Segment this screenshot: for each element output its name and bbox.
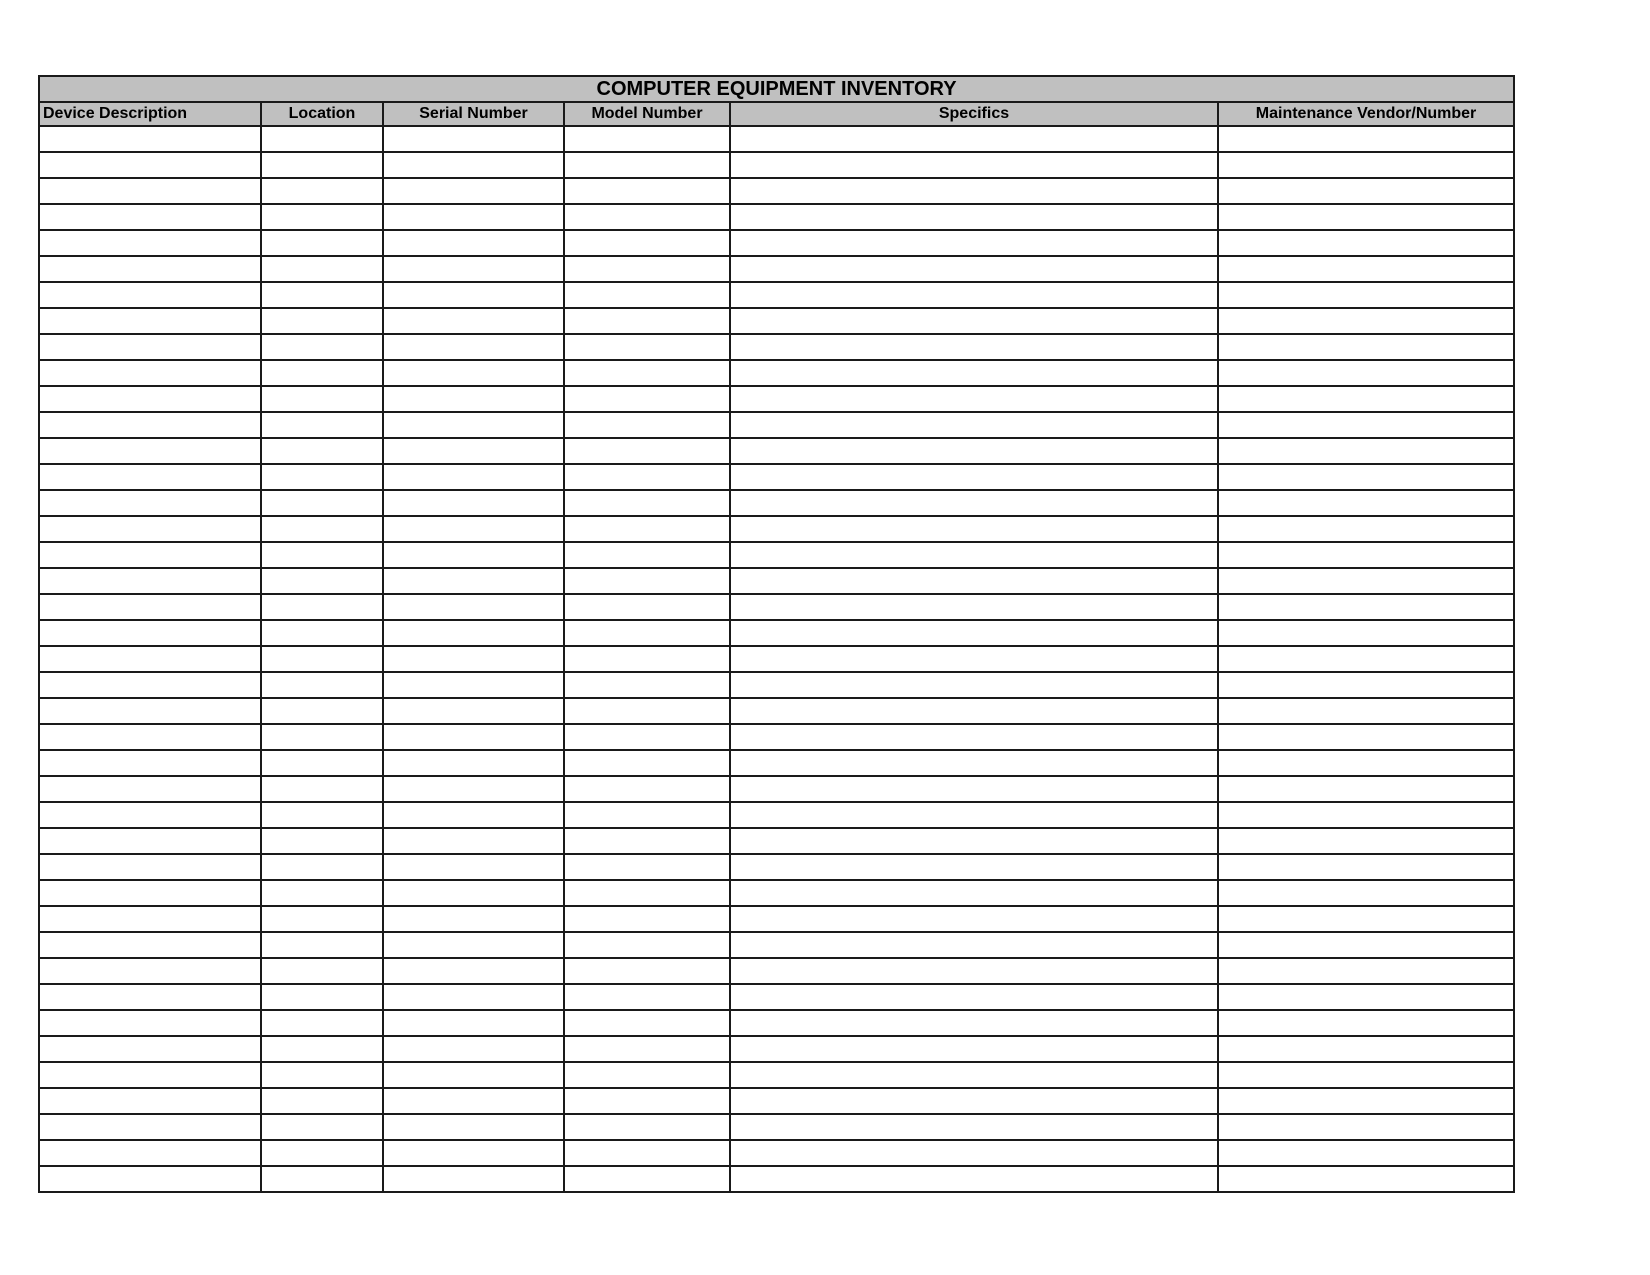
cell-location[interactable] xyxy=(261,1140,383,1166)
cell-specifics[interactable] xyxy=(730,568,1218,594)
column-header-location: Location xyxy=(261,102,383,126)
cell-device-description[interactable] xyxy=(39,1088,261,1114)
cell-model-number[interactable] xyxy=(564,204,730,230)
cell-model-number[interactable] xyxy=(564,334,730,360)
cell-specifics[interactable] xyxy=(730,334,1218,360)
cell-serial-number[interactable] xyxy=(383,1036,564,1062)
table-row xyxy=(39,230,1514,256)
cell-maintenance-vendor[interactable] xyxy=(1218,438,1514,464)
inventory-table xyxy=(38,75,1515,1193)
cell-serial-number[interactable] xyxy=(383,724,564,750)
cell-maintenance-vendor[interactable] xyxy=(1218,490,1514,516)
table-row xyxy=(39,464,1514,490)
cell-maintenance-vendor[interactable] xyxy=(1218,984,1514,1010)
cell-serial-number[interactable] xyxy=(383,776,564,802)
cell-maintenance-vendor[interactable] xyxy=(1218,802,1514,828)
cell-serial-number[interactable] xyxy=(383,802,564,828)
cell-model-number[interactable] xyxy=(564,620,730,646)
cell-maintenance-vendor[interactable] xyxy=(1218,1010,1514,1036)
cell-serial-number[interactable] xyxy=(383,1166,564,1192)
cell-specifics[interactable] xyxy=(730,672,1218,698)
cell-location[interactable] xyxy=(261,412,383,438)
cell-serial-number[interactable] xyxy=(383,880,564,906)
cell-device-description[interactable] xyxy=(39,464,261,490)
cell-specifics[interactable] xyxy=(730,984,1218,1010)
cell-specifics[interactable] xyxy=(730,438,1218,464)
cell-device-description[interactable] xyxy=(39,1166,261,1192)
cell-model-number[interactable] xyxy=(564,412,730,438)
cell-device-description[interactable] xyxy=(39,412,261,438)
table-row xyxy=(39,1140,1514,1166)
cell-specifics[interactable] xyxy=(730,1166,1218,1192)
cell-location[interactable] xyxy=(261,230,383,256)
cell-model-number[interactable] xyxy=(564,724,730,750)
cell-specifics[interactable] xyxy=(730,1062,1218,1088)
cell-model-number[interactable] xyxy=(564,542,730,568)
cell-location[interactable] xyxy=(261,1062,383,1088)
cell-specifics[interactable] xyxy=(730,620,1218,646)
cell-model-number[interactable] xyxy=(564,802,730,828)
cell-model-number[interactable] xyxy=(564,464,730,490)
cell-location[interactable] xyxy=(261,152,383,178)
inventory-title: COMPUTER EQUIPMENT INVENTORY xyxy=(39,76,1514,102)
cell-maintenance-vendor[interactable] xyxy=(1218,1114,1514,1140)
cell-location[interactable] xyxy=(261,464,383,490)
cell-device-description[interactable] xyxy=(39,906,261,932)
cell-model-number[interactable] xyxy=(564,230,730,256)
cell-maintenance-vendor[interactable] xyxy=(1218,620,1514,646)
cell-serial-number[interactable] xyxy=(383,854,564,880)
cell-model-number[interactable] xyxy=(564,776,730,802)
cell-maintenance-vendor[interactable] xyxy=(1218,932,1514,958)
cell-location[interactable] xyxy=(261,984,383,1010)
cell-serial-number[interactable] xyxy=(383,828,564,854)
cell-model-number[interactable] xyxy=(564,360,730,386)
cell-maintenance-vendor[interactable] xyxy=(1218,542,1514,568)
cell-model-number[interactable] xyxy=(564,880,730,906)
cell-device-description[interactable] xyxy=(39,152,261,178)
cell-maintenance-vendor[interactable] xyxy=(1218,516,1514,542)
cell-model-number[interactable] xyxy=(564,1062,730,1088)
cell-model-number[interactable] xyxy=(564,1114,730,1140)
cell-maintenance-vendor[interactable] xyxy=(1218,230,1514,256)
cell-maintenance-vendor[interactable] xyxy=(1218,776,1514,802)
cell-specifics[interactable] xyxy=(730,490,1218,516)
cell-serial-number[interactable] xyxy=(383,282,564,308)
table-row xyxy=(39,1114,1514,1140)
cell-serial-number[interactable] xyxy=(383,594,564,620)
cell-device-description[interactable] xyxy=(39,360,261,386)
cell-model-number[interactable] xyxy=(564,568,730,594)
cell-device-description[interactable] xyxy=(39,230,261,256)
table-row xyxy=(39,360,1514,386)
cell-maintenance-vendor[interactable] xyxy=(1218,412,1514,438)
cell-device-description[interactable] xyxy=(39,932,261,958)
table-row xyxy=(39,880,1514,906)
table-row xyxy=(39,490,1514,516)
cell-location[interactable] xyxy=(261,906,383,932)
cell-serial-number[interactable] xyxy=(383,126,564,152)
cell-serial-number[interactable] xyxy=(383,620,564,646)
cell-device-description[interactable] xyxy=(39,438,261,464)
cell-location[interactable] xyxy=(261,178,383,204)
cell-maintenance-vendor[interactable] xyxy=(1218,906,1514,932)
cell-serial-number[interactable] xyxy=(383,984,564,1010)
cell-maintenance-vendor[interactable] xyxy=(1218,386,1514,412)
table-row xyxy=(39,958,1514,984)
cell-maintenance-vendor[interactable] xyxy=(1218,594,1514,620)
table-row xyxy=(39,542,1514,568)
cell-device-description[interactable] xyxy=(39,516,261,542)
table-row xyxy=(39,204,1514,230)
cell-maintenance-vendor[interactable] xyxy=(1218,256,1514,282)
table-row xyxy=(39,724,1514,750)
cell-specifics[interactable] xyxy=(730,542,1218,568)
cell-maintenance-vendor[interactable] xyxy=(1218,360,1514,386)
cell-location[interactable] xyxy=(261,386,383,412)
cell-specifics[interactable] xyxy=(730,724,1218,750)
cell-location[interactable] xyxy=(261,958,383,984)
cell-device-description[interactable] xyxy=(39,750,261,776)
cell-model-number[interactable] xyxy=(564,308,730,334)
cell-serial-number[interactable] xyxy=(383,308,564,334)
cell-maintenance-vendor[interactable] xyxy=(1218,568,1514,594)
cell-serial-number[interactable] xyxy=(383,334,564,360)
column-header-model-number: Model Number xyxy=(564,102,730,126)
cell-specifics[interactable] xyxy=(730,698,1218,724)
cell-device-description[interactable] xyxy=(39,984,261,1010)
table-row xyxy=(39,646,1514,672)
cell-maintenance-vendor[interactable] xyxy=(1218,334,1514,360)
cell-device-description[interactable] xyxy=(39,542,261,568)
cell-device-description[interactable] xyxy=(39,1114,261,1140)
title-row xyxy=(39,76,1514,102)
cell-maintenance-vendor[interactable] xyxy=(1218,646,1514,672)
cell-specifics[interactable] xyxy=(730,256,1218,282)
cell-device-description[interactable] xyxy=(39,1062,261,1088)
cell-device-description[interactable] xyxy=(39,490,261,516)
cell-location[interactable] xyxy=(261,880,383,906)
cell-location[interactable] xyxy=(261,360,383,386)
cell-model-number[interactable] xyxy=(564,646,730,672)
cell-location[interactable] xyxy=(261,672,383,698)
cell-model-number[interactable] xyxy=(564,932,730,958)
column-header-specifics: Specifics xyxy=(730,102,1218,126)
table-row xyxy=(39,1088,1514,1114)
cell-device-description[interactable] xyxy=(39,854,261,880)
cell-device-description[interactable] xyxy=(39,204,261,230)
cell-device-description[interactable] xyxy=(39,620,261,646)
cell-model-number[interactable] xyxy=(564,516,730,542)
cell-location[interactable] xyxy=(261,854,383,880)
cell-serial-number[interactable] xyxy=(383,412,564,438)
cell-model-number[interactable] xyxy=(564,672,730,698)
cell-device-description[interactable] xyxy=(39,594,261,620)
cell-model-number[interactable] xyxy=(564,178,730,204)
cell-model-number[interactable] xyxy=(564,386,730,412)
cell-maintenance-vendor[interactable] xyxy=(1218,126,1514,152)
cell-model-number[interactable] xyxy=(564,126,730,152)
cell-location[interactable] xyxy=(261,932,383,958)
cell-model-number[interactable] xyxy=(564,1140,730,1166)
cell-serial-number[interactable] xyxy=(383,256,564,282)
cell-location[interactable] xyxy=(261,438,383,464)
cell-model-number[interactable] xyxy=(564,282,730,308)
cell-location[interactable] xyxy=(261,516,383,542)
cell-model-number[interactable] xyxy=(564,1036,730,1062)
cell-location[interactable] xyxy=(261,568,383,594)
table-row xyxy=(39,568,1514,594)
cell-location[interactable] xyxy=(261,256,383,282)
cell-serial-number[interactable] xyxy=(383,204,564,230)
cell-device-description[interactable] xyxy=(39,776,261,802)
column-header-row xyxy=(39,102,1514,126)
table-row xyxy=(39,672,1514,698)
cell-specifics[interactable] xyxy=(730,906,1218,932)
table-row xyxy=(39,152,1514,178)
cell-specifics[interactable] xyxy=(730,282,1218,308)
cell-location[interactable] xyxy=(261,308,383,334)
cell-serial-number[interactable] xyxy=(383,698,564,724)
cell-location[interactable] xyxy=(261,1166,383,1192)
cell-specifics[interactable] xyxy=(730,386,1218,412)
cell-serial-number[interactable] xyxy=(383,152,564,178)
cell-location[interactable] xyxy=(261,828,383,854)
cell-specifics[interactable] xyxy=(730,958,1218,984)
cell-serial-number[interactable] xyxy=(383,1140,564,1166)
cell-maintenance-vendor[interactable] xyxy=(1218,1062,1514,1088)
cell-model-number[interactable] xyxy=(564,750,730,776)
cell-device-description[interactable] xyxy=(39,568,261,594)
cell-specifics[interactable] xyxy=(730,126,1218,152)
table-row xyxy=(39,126,1514,152)
cell-location[interactable] xyxy=(261,1088,383,1114)
cell-maintenance-vendor[interactable] xyxy=(1218,152,1514,178)
cell-specifics[interactable] xyxy=(730,412,1218,438)
table-row xyxy=(39,438,1514,464)
cell-location[interactable] xyxy=(261,1010,383,1036)
cell-specifics[interactable] xyxy=(730,204,1218,230)
cell-location[interactable] xyxy=(261,282,383,308)
cell-model-number[interactable] xyxy=(564,958,730,984)
cell-specifics[interactable] xyxy=(730,178,1218,204)
cell-location[interactable] xyxy=(261,802,383,828)
cell-device-description[interactable] xyxy=(39,698,261,724)
cell-specifics[interactable] xyxy=(730,308,1218,334)
cell-specifics[interactable] xyxy=(730,516,1218,542)
cell-serial-number[interactable] xyxy=(383,672,564,698)
cell-serial-number[interactable] xyxy=(383,750,564,776)
cell-location[interactable] xyxy=(261,750,383,776)
cell-model-number[interactable] xyxy=(564,438,730,464)
cell-location[interactable] xyxy=(261,1036,383,1062)
column-header-device-description: Device Description xyxy=(39,102,261,126)
table-row xyxy=(39,1062,1514,1088)
cell-device-description[interactable] xyxy=(39,646,261,672)
cell-serial-number[interactable] xyxy=(383,646,564,672)
inventory-rows xyxy=(39,126,1514,1192)
cell-device-description[interactable] xyxy=(39,1036,261,1062)
cell-maintenance-vendor[interactable] xyxy=(1218,1166,1514,1192)
cell-model-number[interactable] xyxy=(564,594,730,620)
cell-serial-number[interactable] xyxy=(383,932,564,958)
cell-location[interactable] xyxy=(261,594,383,620)
cell-maintenance-vendor[interactable] xyxy=(1218,958,1514,984)
cell-device-description[interactable] xyxy=(39,1140,261,1166)
table-row xyxy=(39,516,1514,542)
table-row xyxy=(39,256,1514,282)
cell-device-description[interactable] xyxy=(39,724,261,750)
cell-specifics[interactable] xyxy=(730,1036,1218,1062)
cell-serial-number[interactable] xyxy=(383,1010,564,1036)
table-row xyxy=(39,1166,1514,1192)
cell-maintenance-vendor[interactable] xyxy=(1218,1140,1514,1166)
cell-device-description[interactable] xyxy=(39,828,261,854)
cell-serial-number[interactable] xyxy=(383,1088,564,1114)
table-row xyxy=(39,906,1514,932)
table-row xyxy=(39,932,1514,958)
cell-serial-number[interactable] xyxy=(383,516,564,542)
column-header-serial-number: Serial Number xyxy=(383,102,564,126)
cell-specifics[interactable] xyxy=(730,854,1218,880)
cell-serial-number[interactable] xyxy=(383,958,564,984)
cell-device-description[interactable] xyxy=(39,256,261,282)
table-row xyxy=(39,412,1514,438)
cell-device-description[interactable] xyxy=(39,282,261,308)
cell-specifics[interactable] xyxy=(730,594,1218,620)
cell-specifics[interactable] xyxy=(730,776,1218,802)
cell-device-description[interactable] xyxy=(39,386,261,412)
cell-serial-number[interactable] xyxy=(383,906,564,932)
cell-device-description[interactable] xyxy=(39,334,261,360)
cell-location[interactable] xyxy=(261,698,383,724)
table-row xyxy=(39,282,1514,308)
cell-serial-number[interactable] xyxy=(383,360,564,386)
table-row xyxy=(39,334,1514,360)
cell-specifics[interactable] xyxy=(730,152,1218,178)
cell-model-number[interactable] xyxy=(564,698,730,724)
cell-model-number[interactable] xyxy=(564,854,730,880)
cell-serial-number[interactable] xyxy=(383,568,564,594)
cell-location[interactable] xyxy=(261,620,383,646)
table-row xyxy=(39,1036,1514,1062)
cell-model-number[interactable] xyxy=(564,256,730,282)
table-row xyxy=(39,620,1514,646)
cell-specifics[interactable] xyxy=(730,1088,1218,1114)
cell-serial-number[interactable] xyxy=(383,490,564,516)
cell-serial-number[interactable] xyxy=(383,438,564,464)
cell-specifics[interactable] xyxy=(730,932,1218,958)
cell-specifics[interactable] xyxy=(730,646,1218,672)
cell-serial-number[interactable] xyxy=(383,386,564,412)
cell-model-number[interactable] xyxy=(564,828,730,854)
cell-model-number[interactable] xyxy=(564,906,730,932)
cell-specifics[interactable] xyxy=(730,828,1218,854)
cell-serial-number[interactable] xyxy=(383,1114,564,1140)
cell-serial-number[interactable] xyxy=(383,1062,564,1088)
table-row xyxy=(39,776,1514,802)
cell-device-description[interactable] xyxy=(39,672,261,698)
cell-location[interactable] xyxy=(261,204,383,230)
table-row xyxy=(39,854,1514,880)
cell-maintenance-vendor[interactable] xyxy=(1218,750,1514,776)
cell-specifics[interactable] xyxy=(730,1010,1218,1036)
cell-device-description[interactable] xyxy=(39,880,261,906)
cell-location[interactable] xyxy=(261,126,383,152)
cell-location[interactable] xyxy=(261,646,383,672)
cell-maintenance-vendor[interactable] xyxy=(1218,1088,1514,1114)
table-row xyxy=(39,1010,1514,1036)
table-row xyxy=(39,828,1514,854)
cell-serial-number[interactable] xyxy=(383,178,564,204)
table-row xyxy=(39,386,1514,412)
cell-specifics[interactable] xyxy=(730,1114,1218,1140)
cell-specifics[interactable] xyxy=(730,230,1218,256)
cell-location[interactable] xyxy=(261,542,383,568)
cell-model-number[interactable] xyxy=(564,1010,730,1036)
cell-location[interactable] xyxy=(261,334,383,360)
cell-specifics[interactable] xyxy=(730,360,1218,386)
cell-serial-number[interactable] xyxy=(383,542,564,568)
cell-specifics[interactable] xyxy=(730,1140,1218,1166)
cell-model-number[interactable] xyxy=(564,152,730,178)
cell-maintenance-vendor[interactable] xyxy=(1218,1036,1514,1062)
cell-maintenance-vendor[interactable] xyxy=(1218,880,1514,906)
cell-maintenance-vendor[interactable] xyxy=(1218,204,1514,230)
cell-model-number[interactable] xyxy=(564,1088,730,1114)
cell-serial-number[interactable] xyxy=(383,230,564,256)
table-row xyxy=(39,802,1514,828)
table-row xyxy=(39,594,1514,620)
cell-location[interactable] xyxy=(261,724,383,750)
cell-location[interactable] xyxy=(261,1114,383,1140)
table-row xyxy=(39,178,1514,204)
cell-maintenance-vendor[interactable] xyxy=(1218,464,1514,490)
cell-maintenance-vendor[interactable] xyxy=(1218,282,1514,308)
cell-maintenance-vendor[interactable] xyxy=(1218,724,1514,750)
cell-device-description[interactable] xyxy=(39,802,261,828)
cell-device-description[interactable] xyxy=(39,958,261,984)
cell-device-description[interactable] xyxy=(39,308,261,334)
table-row xyxy=(39,308,1514,334)
cell-model-number[interactable] xyxy=(564,490,730,516)
cell-model-number[interactable] xyxy=(564,984,730,1010)
cell-maintenance-vendor[interactable] xyxy=(1218,698,1514,724)
cell-specifics[interactable] xyxy=(730,464,1218,490)
cell-device-description[interactable] xyxy=(39,1010,261,1036)
cell-serial-number[interactable] xyxy=(383,464,564,490)
cell-specifics[interactable] xyxy=(730,750,1218,776)
cell-location[interactable] xyxy=(261,776,383,802)
column-header-maintenance-vendor: Maintenance Vendor/Number xyxy=(1218,102,1514,126)
cell-maintenance-vendor[interactable] xyxy=(1218,178,1514,204)
table-row xyxy=(39,698,1514,724)
cell-specifics[interactable] xyxy=(730,802,1218,828)
cell-device-description[interactable] xyxy=(39,126,261,152)
table-row xyxy=(39,750,1514,776)
cell-specifics[interactable] xyxy=(730,880,1218,906)
cell-maintenance-vendor[interactable] xyxy=(1218,308,1514,334)
cell-maintenance-vendor[interactable] xyxy=(1218,828,1514,854)
cell-maintenance-vendor[interactable] xyxy=(1218,672,1514,698)
table-row xyxy=(39,984,1514,1010)
cell-device-description[interactable] xyxy=(39,178,261,204)
cell-model-number[interactable] xyxy=(564,1166,730,1192)
cell-maintenance-vendor[interactable] xyxy=(1218,854,1514,880)
cell-location[interactable] xyxy=(261,490,383,516)
